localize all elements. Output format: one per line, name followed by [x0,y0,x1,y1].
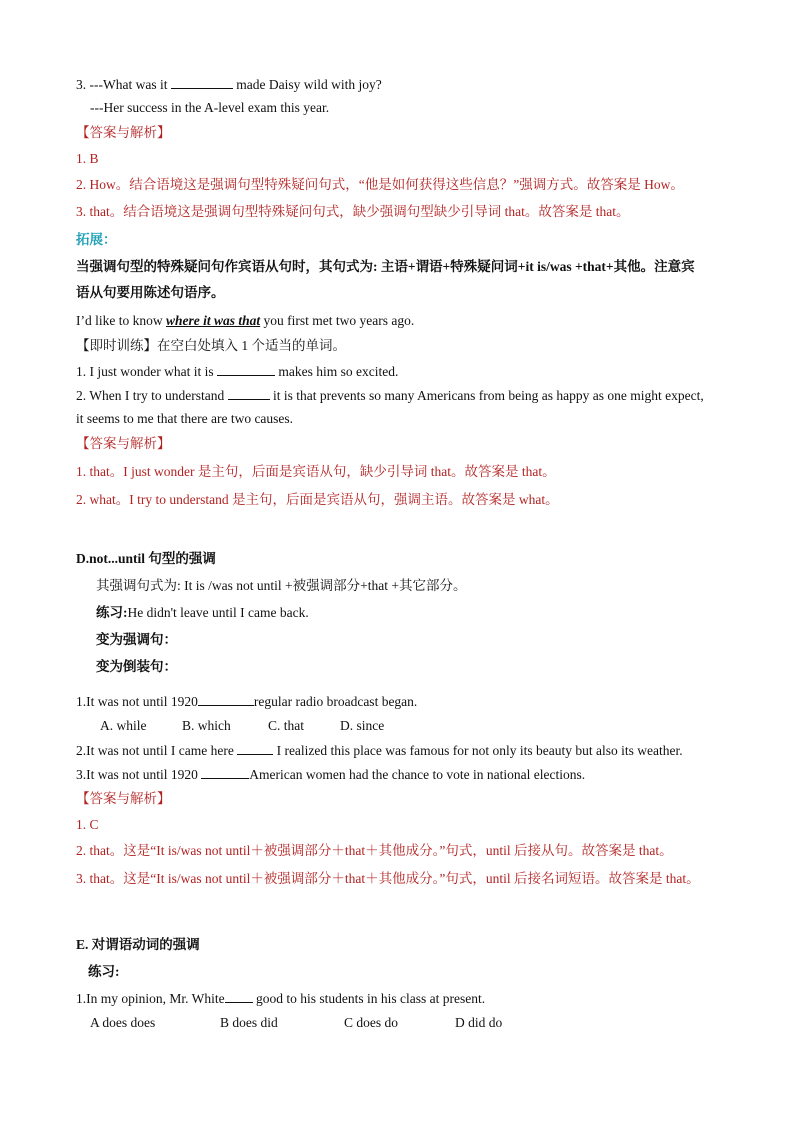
option: B. which [182,718,231,733]
blank [171,75,233,89]
section-d-practice [96,604,309,622]
example-emphasis: where it was that [166,313,261,328]
blank [228,386,270,400]
question-text: 2.It was not until I came here [76,743,238,758]
option: A does does [90,1015,156,1030]
section-d-pattern: 其强调句式为: It is /was not until +被强调部分+that +其它部分。 [96,578,467,593]
blank [225,989,253,1003]
extend-rule-line-2: 语从句要用陈述句语序。 [76,285,225,300]
blank [237,741,273,755]
question-text: made Daisy wild with joy? [232,77,382,92]
extend-rule-line-1: 当强调句型的特殊疑问句作宾语从句时，其句式为: 主语+谓语+特殊疑问词+it is/was +that+其他。注意宾 [76,259,695,274]
example-text: you first met two years ago. [260,313,415,328]
practice-label: 练习: [96,605,128,620]
question-3 [76,75,382,94]
practice-text: He didn't leave until I came back. [127,605,309,620]
answer-item: 3. that。结合语境这是强调句型特殊疑问句式，缺少强调句型缺少引导词 that。故答案是 that。 [76,204,630,219]
question-text: 1.In my opinion, Mr. White [76,991,225,1006]
question-text: regular radio broadcast began. [253,694,418,709]
question-text: 1. I just wonder what it is [76,364,217,379]
extend-title: 拓展： [76,232,117,247]
blank [198,692,254,706]
question-3-answer-line: ---Her success in the A-level exam this year. [90,100,330,115]
answers-heading: 【答案与解析】 [76,436,171,451]
section-d-question-2 [76,741,683,760]
drill-question-2 [76,386,704,405]
option: D. since [340,718,385,733]
question-text: 1.It was not until 1920 [76,694,198,709]
question-text: I realized this place was famous for not only its beauty but also its weather. [273,743,683,758]
drill-question-1 [76,362,398,381]
question-text: American women had the chance to vote in national elections. [249,767,586,782]
answers-heading: 【答案与解析】 [76,791,171,806]
blank [217,362,275,376]
answer-item: 3. that。这是“It is/was not until＋被强调部分＋that＋其他成分。”句式，until 后接名词短语。故答案是 that。 [76,871,700,886]
question-text: 3.It was not until 1920 [76,767,202,782]
option: C does do [344,1015,398,1030]
answer-item: 1. C [76,817,99,832]
drill-question-2-line-2: it seems to me that there are two causes. [76,411,294,426]
section-e-title: E. 对谓语动词的强调 [76,937,200,952]
drill-title: 【即时训练】在空白处填入 1 个适当的单词。 [76,338,346,353]
answer-item: 2. what。I try to understand 是主句，后面是宾语从句，强调主语。故答案是 what。 [76,492,559,507]
inversion-label: 变为倒装句： [96,659,177,674]
section-e-question-1 [76,989,485,1008]
option: C. that [268,718,304,733]
section-d-question-1 [76,692,417,711]
extend-example [76,312,414,330]
question-text: it is that prevents so many Americans from being as happy as one might expect, [269,388,704,403]
section-e-practice-label: 练习: [88,964,120,979]
answer-item: 1. that。I just wonder 是主句，后面是宾语从句，缺少引导词 that。故答案是 that。 [76,464,556,479]
question-text: 2. When I try to understand [76,388,228,403]
example-text: I’d like to know [76,313,166,328]
blank [201,765,249,779]
emphasis-label: 变为强调句： [96,632,177,647]
option: A. while [100,718,147,733]
question-text: makes him so excited. [275,364,399,379]
section-d-title: D.not...until 句型的强调 [76,551,216,566]
answer-item: 1. B [76,151,99,166]
section-d-question-3 [76,765,585,784]
answer-item: 2. that。这是“It is/was not until＋被强调部分＋that＋其他成分。”句式，until 后接从句。故答案是 that。 [76,843,673,858]
section-d-question-1-options [100,717,384,735]
answer-item: 2. How。结合语境这是强调句型特殊疑问句式，“他是如何获得这些信息？”强调方式。故答案是 How。 [76,177,684,192]
answers-heading: 【答案与解析】 [76,125,171,140]
section-e-question-1-options [90,1014,502,1032]
question-text: 3. ---What was it [76,77,171,92]
question-text: good to his students in his class at present. [252,991,486,1006]
option: B does did [220,1015,278,1030]
option: D did do [455,1015,503,1030]
